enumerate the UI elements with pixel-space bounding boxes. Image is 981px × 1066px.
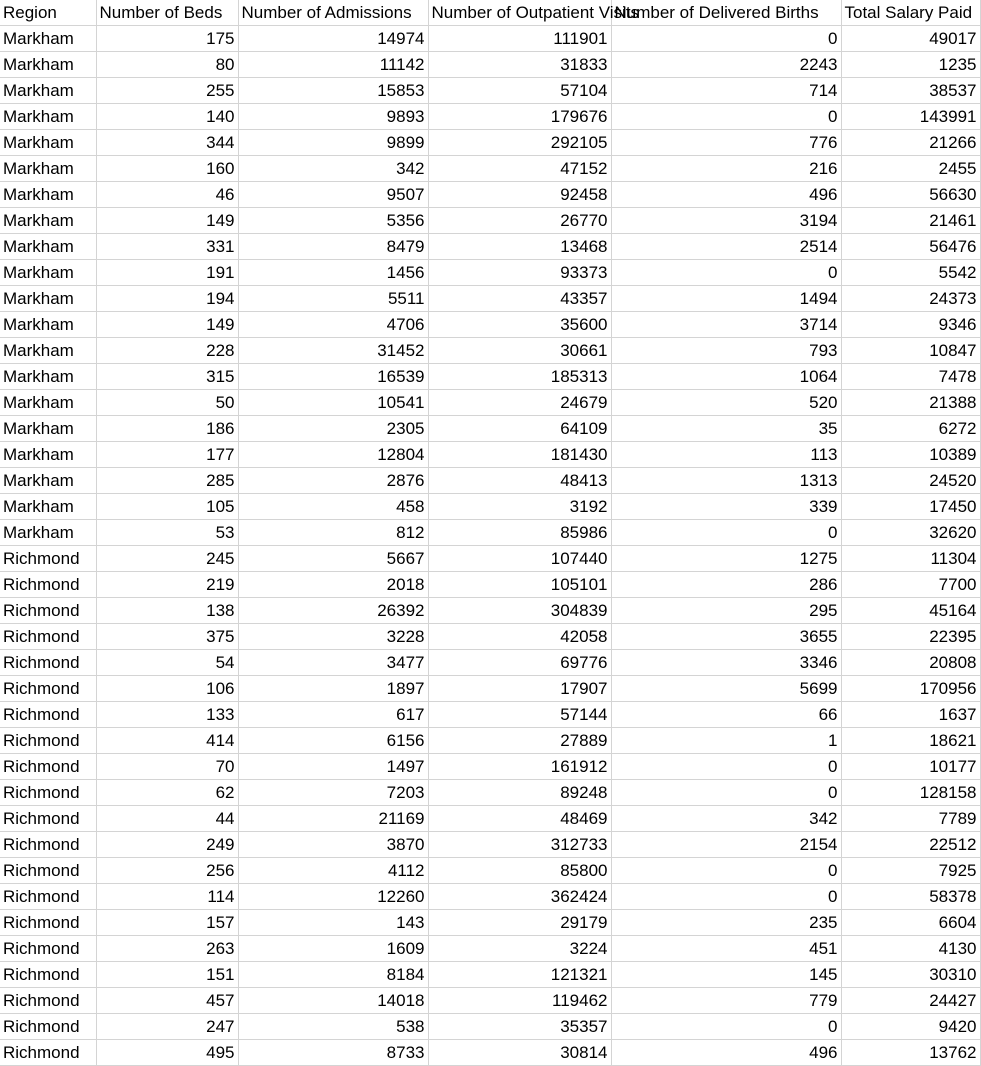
cell-region[interactable]: Markham [0,156,96,182]
cell-admissions[interactable]: 14974 [238,26,428,52]
cell-total-salary[interactable]: 56630 [841,182,980,208]
cell-admissions[interactable]: 15853 [238,78,428,104]
cell-beds[interactable]: 315 [96,364,238,390]
cell-delivered-births[interactable]: 35 [611,416,841,442]
table-row [0,598,980,624]
cell-outpatient-visits[interactable]: 107440 [428,546,611,572]
cell-outpatient-visits[interactable]: 304839 [428,598,611,624]
cell-total-salary[interactable]: 1637 [841,702,980,728]
cell-admissions[interactable]: 9893 [238,104,428,130]
cell-total-salary[interactable]: 1235 [841,52,980,78]
cell-region[interactable]: Richmond [0,962,96,988]
cell-admissions[interactable]: 16539 [238,364,428,390]
cell-admissions[interactable]: 7203 [238,780,428,806]
cell-outpatient-visits[interactable]: 185313 [428,364,611,390]
cell-beds[interactable]: 140 [96,104,238,130]
cell-admissions[interactable]: 10541 [238,390,428,416]
cell-total-salary[interactable]: 128158 [841,780,980,806]
cell-region[interactable]: Richmond [0,858,96,884]
cell-admissions[interactable]: 2018 [238,572,428,598]
table-row [0,832,980,858]
cell-beds[interactable]: 62 [96,780,238,806]
cell-beds[interactable]: 105 [96,494,238,520]
cell-beds[interactable]: 175 [96,26,238,52]
cell-delivered-births[interactable]: 2154 [611,832,841,858]
cell-admissions[interactable]: 12804 [238,442,428,468]
cell-delivered-births[interactable]: 496 [611,182,841,208]
table-row [0,494,980,520]
cell-region[interactable]: Richmond [0,676,96,702]
cell-outpatient-visits[interactable]: 29179 [428,910,611,936]
cell-beds[interactable]: 50 [96,390,238,416]
cell-admissions[interactable]: 617 [238,702,428,728]
table-row [0,52,980,78]
table-row [0,858,980,884]
cell-delivered-births[interactable]: 2514 [611,234,841,260]
cell-beds[interactable]: 70 [96,754,238,780]
table-row [0,104,980,130]
cell-delivered-births[interactable]: 295 [611,598,841,624]
cell-beds[interactable]: 414 [96,728,238,754]
cell-region[interactable]: Richmond [0,650,96,676]
cell-beds[interactable]: 245 [96,546,238,572]
cell-region[interactable]: Markham [0,468,96,494]
cell-region[interactable]: Richmond [0,754,96,780]
cell-total-salary[interactable]: 9420 [841,1014,980,1040]
cell-total-salary[interactable]: 21461 [841,208,980,234]
cell-outpatient-visits[interactable]: 47152 [428,156,611,182]
cell-delivered-births[interactable]: 451 [611,936,841,962]
cell-admissions[interactable]: 5667 [238,546,428,572]
cell-region[interactable]: Richmond [0,624,96,650]
data-rows [0,26,980,1066]
cell-admissions[interactable]: 3870 [238,832,428,858]
cell-beds[interactable]: 255 [96,78,238,104]
cell-total-salary[interactable]: 22395 [841,624,980,650]
cell-outpatient-visits[interactable]: 13468 [428,234,611,260]
cell-delivered-births[interactable]: 1064 [611,364,841,390]
table-row [0,260,980,286]
table-row [0,624,980,650]
cell-outpatient-visits[interactable]: 181430 [428,442,611,468]
cell-region[interactable]: Richmond [0,832,96,858]
cell-outpatient-visits[interactable]: 30814 [428,1040,611,1066]
cell-beds[interactable]: 495 [96,1040,238,1066]
cell-total-salary[interactable]: 13762 [841,1040,980,1066]
table-row [0,676,980,702]
table-row [0,468,980,494]
cell-outpatient-visits[interactable]: 121321 [428,962,611,988]
cell-outpatient-visits[interactable]: 35357 [428,1014,611,1040]
cell-region[interactable]: Richmond [0,702,96,728]
table-row [0,338,980,364]
header-row [0,0,980,26]
table-row [0,650,980,676]
cell-total-salary[interactable]: 24373 [841,286,980,312]
table-row [0,572,980,598]
cell-delivered-births[interactable]: 0 [611,884,841,910]
cell-total-salary[interactable]: 17450 [841,494,980,520]
cell-region[interactable]: Markham [0,416,96,442]
cell-outpatient-visits[interactable]: 85800 [428,858,611,884]
cell-region[interactable]: Markham [0,182,96,208]
cell-region[interactable]: Markham [0,390,96,416]
cell-delivered-births[interactable]: 339 [611,494,841,520]
table-row [0,702,980,728]
cell-outpatient-visits[interactable]: 3224 [428,936,611,962]
cell-beds[interactable]: 80 [96,52,238,78]
cell-total-salary[interactable]: 6604 [841,910,980,936]
cell-admissions[interactable]: 458 [238,494,428,520]
cell-admissions[interactable]: 11142 [238,52,428,78]
table-row [0,988,980,1014]
cell-delivered-births[interactable]: 0 [611,520,841,546]
cell-delivered-births[interactable]: 145 [611,962,841,988]
cell-total-salary[interactable]: 10847 [841,338,980,364]
cell-region[interactable]: Markham [0,130,96,156]
table-row [0,416,980,442]
cell-total-salary[interactable]: 49017 [841,26,980,52]
cell-region[interactable]: Markham [0,52,96,78]
cell-beds[interactable]: 186 [96,416,238,442]
cell-total-salary[interactable]: 10389 [841,442,980,468]
cell-region[interactable]: Richmond [0,572,96,598]
cell-total-salary[interactable]: 170956 [841,676,980,702]
header-beds[interactable]: Number of Beds [96,0,238,26]
cell-beds[interactable]: 44 [96,806,238,832]
cell-beds[interactable]: 151 [96,962,238,988]
cell-region[interactable]: Richmond [0,780,96,806]
cell-region[interactable]: Richmond [0,1040,96,1066]
table-row [0,1040,980,1066]
cell-total-salary[interactable]: 24427 [841,988,980,1014]
cell-outpatient-visits[interactable]: 42058 [428,624,611,650]
cell-outpatient-visits[interactable]: 31833 [428,52,611,78]
cell-outpatient-visits[interactable]: 48413 [428,468,611,494]
cell-delivered-births[interactable]: 66 [611,702,841,728]
cell-total-salary[interactable]: 143991 [841,104,980,130]
cell-beds[interactable]: 331 [96,234,238,260]
cell-beds[interactable]: 194 [96,286,238,312]
cell-admissions[interactable]: 812 [238,520,428,546]
cell-beds[interactable]: 149 [96,208,238,234]
cell-admissions[interactable]: 26392 [238,598,428,624]
table-row [0,312,980,338]
cell-delivered-births[interactable]: 2243 [611,52,841,78]
cell-delivered-births[interactable]: 5699 [611,676,841,702]
cell-total-salary[interactable]: 7700 [841,572,980,598]
cell-outpatient-visits[interactable]: 92458 [428,182,611,208]
cell-admissions[interactable]: 3477 [238,650,428,676]
cell-beds[interactable]: 138 [96,598,238,624]
cell-region[interactable]: Richmond [0,884,96,910]
cell-delivered-births[interactable]: 0 [611,26,841,52]
cell-region[interactable]: Markham [0,312,96,338]
cell-delivered-births[interactable]: 216 [611,156,841,182]
cell-admissions[interactable]: 1456 [238,260,428,286]
cell-admissions[interactable]: 143 [238,910,428,936]
cell-admissions[interactable]: 3228 [238,624,428,650]
cell-delivered-births[interactable]: 0 [611,754,841,780]
cell-delivered-births[interactable]: 1275 [611,546,841,572]
cell-total-salary[interactable]: 21266 [841,130,980,156]
cell-delivered-births[interactable]: 3714 [611,312,841,338]
cell-beds[interactable]: 133 [96,702,238,728]
table-row [0,728,980,754]
cell-delivered-births[interactable]: 714 [611,78,841,104]
cell-beds[interactable]: 247 [96,1014,238,1040]
cell-region[interactable]: Markham [0,364,96,390]
cell-region[interactable]: Richmond [0,806,96,832]
cell-delivered-births[interactable]: 520 [611,390,841,416]
cell-region[interactable]: Richmond [0,910,96,936]
cell-admissions[interactable]: 9507 [238,182,428,208]
cell-total-salary[interactable]: 21388 [841,390,980,416]
table-row [0,234,980,260]
cell-delivered-births[interactable]: 3346 [611,650,841,676]
cell-admissions[interactable]: 31452 [238,338,428,364]
cell-beds[interactable]: 53 [96,520,238,546]
cell-region[interactable]: Markham [0,26,96,52]
cell-region[interactable]: Markham [0,442,96,468]
cell-delivered-births[interactable]: 1 [611,728,841,754]
table-row [0,286,980,312]
cell-beds[interactable]: 375 [96,624,238,650]
cell-total-salary[interactable]: 5542 [841,260,980,286]
cell-delivered-births[interactable]: 0 [611,1014,841,1040]
cell-total-salary[interactable]: 4130 [841,936,980,962]
cell-total-salary[interactable]: 10177 [841,754,980,780]
cell-outpatient-visits[interactable]: 362424 [428,884,611,910]
cell-outpatient-visits[interactable]: 43357 [428,286,611,312]
table-row [0,182,980,208]
cell-region[interactable]: Markham [0,208,96,234]
cell-outpatient-visits[interactable]: 179676 [428,104,611,130]
cell-region[interactable]: Markham [0,260,96,286]
cell-delivered-births[interactable]: 235 [611,910,841,936]
cell-delivered-births[interactable]: 286 [611,572,841,598]
cell-delivered-births[interactable]: 113 [611,442,841,468]
table-row [0,910,980,936]
cell-admissions[interactable]: 2876 [238,468,428,494]
cell-admissions[interactable]: 1609 [238,936,428,962]
header-region[interactable]: Region [0,0,96,26]
cell-outpatient-visits[interactable]: 17907 [428,676,611,702]
cell-outpatient-visits[interactable]: 312733 [428,832,611,858]
table-row [0,754,980,780]
header-row-group [0,0,980,26]
cell-region[interactable]: Markham [0,104,96,130]
table-row [0,442,980,468]
table-row [0,1014,980,1040]
cell-beds[interactable]: 114 [96,884,238,910]
cell-total-salary[interactable]: 11304 [841,546,980,572]
cell-admissions[interactable]: 4112 [238,858,428,884]
cell-delivered-births[interactable]: 1313 [611,468,841,494]
cell-admissions[interactable]: 1497 [238,754,428,780]
cell-outpatient-visits[interactable]: 48469 [428,806,611,832]
cell-outpatient-visits[interactable]: 3192 [428,494,611,520]
cell-beds[interactable]: 228 [96,338,238,364]
cell-beds[interactable]: 191 [96,260,238,286]
cell-region[interactable]: Markham [0,234,96,260]
cell-total-salary[interactable]: 45164 [841,598,980,624]
header-total-salary[interactable]: Total Salary Paid [841,0,980,26]
cell-delivered-births[interactable]: 0 [611,260,841,286]
table-row [0,26,980,52]
cell-admissions[interactable]: 2305 [238,416,428,442]
cell-beds[interactable]: 106 [96,676,238,702]
cell-admissions[interactable]: 342 [238,156,428,182]
table-row [0,780,980,806]
cell-region[interactable]: Richmond [0,988,96,1014]
cell-region[interactable]: Markham [0,286,96,312]
cell-outpatient-visits[interactable]: 89248 [428,780,611,806]
table-row [0,130,980,156]
cell-total-salary[interactable]: 22512 [841,832,980,858]
cell-region[interactable]: Richmond [0,728,96,754]
cell-outpatient-visits[interactable]: 64109 [428,416,611,442]
cell-delivered-births[interactable]: 793 [611,338,841,364]
cell-admissions[interactable]: 14018 [238,988,428,1014]
cell-region[interactable]: Richmond [0,936,96,962]
cell-beds[interactable]: 256 [96,858,238,884]
cell-beds[interactable]: 54 [96,650,238,676]
cell-admissions[interactable]: 4706 [238,312,428,338]
table-row [0,78,980,104]
cell-region[interactable]: Richmond [0,546,96,572]
cell-outpatient-visits[interactable]: 27889 [428,728,611,754]
cell-delivered-births[interactable]: 496 [611,1040,841,1066]
cell-outpatient-visits[interactable]: 105101 [428,572,611,598]
cell-outpatient-visits[interactable]: 69776 [428,650,611,676]
cell-outpatient-visits[interactable]: 26770 [428,208,611,234]
cell-total-salary[interactable]: 7789 [841,806,980,832]
cell-total-salary[interactable]: 38537 [841,78,980,104]
cell-delivered-births[interactable]: 0 [611,780,841,806]
cell-outpatient-visits[interactable]: 24679 [428,390,611,416]
cell-total-salary[interactable]: 18621 [841,728,980,754]
table-row [0,156,980,182]
cell-region[interactable]: Richmond [0,1014,96,1040]
table-row [0,806,980,832]
cell-admissions[interactable]: 9899 [238,130,428,156]
cell-outpatient-visits[interactable]: 292105 [428,130,611,156]
cell-admissions[interactable]: 5511 [238,286,428,312]
cell-admissions[interactable]: 1897 [238,676,428,702]
cell-beds[interactable]: 46 [96,182,238,208]
table-row [0,962,980,988]
cell-admissions[interactable]: 12260 [238,884,428,910]
cell-admissions[interactable]: 538 [238,1014,428,1040]
cell-total-salary[interactable]: 56476 [841,234,980,260]
cell-beds[interactable]: 285 [96,468,238,494]
cell-region[interactable]: Markham [0,78,96,104]
cell-total-salary[interactable]: 7478 [841,364,980,390]
cell-total-salary[interactable]: 2455 [841,156,980,182]
cell-beds[interactable]: 149 [96,312,238,338]
cell-outpatient-visits[interactable]: 35600 [428,312,611,338]
cell-beds[interactable]: 249 [96,832,238,858]
cell-total-salary[interactable]: 7925 [841,858,980,884]
cell-beds[interactable]: 457 [96,988,238,1014]
table-row [0,208,980,234]
cell-total-salary[interactable]: 9346 [841,312,980,338]
table-row [0,884,980,910]
cell-admissions[interactable]: 8479 [238,234,428,260]
cell-admissions[interactable]: 8733 [238,1040,428,1066]
cell-region[interactable]: Markham [0,494,96,520]
cell-beds[interactable]: 157 [96,910,238,936]
cell-admissions[interactable]: 6156 [238,728,428,754]
table-row [0,936,980,962]
cell-beds[interactable]: 263 [96,936,238,962]
header-delivered-births[interactable]: Number of Delivered Births [611,0,841,26]
cell-outpatient-visits[interactable]: 57104 [428,78,611,104]
table-row [0,520,980,546]
cell-outpatient-visits[interactable]: 161912 [428,754,611,780]
cell-total-salary[interactable]: 58378 [841,884,980,910]
cell-total-salary[interactable]: 30310 [841,962,980,988]
cell-delivered-births[interactable]: 0 [611,104,841,130]
cell-delivered-births[interactable]: 0 [611,858,841,884]
cell-admissions[interactable]: 5356 [238,208,428,234]
cell-region[interactable]: Markham [0,520,96,546]
table-row [0,546,980,572]
table-row [0,390,980,416]
cell-outpatient-visits[interactable]: 30661 [428,338,611,364]
cell-delivered-births[interactable]: 342 [611,806,841,832]
cell-delivered-births[interactable]: 3655 [611,624,841,650]
cell-admissions[interactable]: 21169 [238,806,428,832]
cell-region[interactable]: Richmond [0,598,96,624]
cell-outpatient-visits[interactable]: 85986 [428,520,611,546]
cell-delivered-births[interactable]: 779 [611,988,841,1014]
cell-beds[interactable]: 177 [96,442,238,468]
cell-delivered-births[interactable]: 3194 [611,208,841,234]
cell-total-salary[interactable]: 20808 [841,650,980,676]
cell-beds[interactable]: 344 [96,130,238,156]
cell-outpatient-visits[interactable]: 119462 [428,988,611,1014]
cell-outpatient-visits[interactable]: 93373 [428,260,611,286]
cell-admissions[interactable]: 8184 [238,962,428,988]
cell-delivered-births[interactable]: 1494 [611,286,841,312]
cell-total-salary[interactable]: 6272 [841,416,980,442]
cell-beds[interactable]: 219 [96,572,238,598]
cell-total-salary[interactable]: 32620 [841,520,980,546]
cell-outpatient-visits[interactable]: 57144 [428,702,611,728]
header-outpatient-visits[interactable]: Number of Outpatient Visits [428,0,611,26]
cell-region[interactable]: Markham [0,338,96,364]
cell-outpatient-visits[interactable]: 111901 [428,26,611,52]
cell-beds[interactable]: 160 [96,156,238,182]
cell-delivered-births[interactable]: 776 [611,130,841,156]
header-admissions[interactable]: Number of Admissions [238,0,428,26]
table-row [0,364,980,390]
cell-total-salary[interactable]: 24520 [841,468,980,494]
